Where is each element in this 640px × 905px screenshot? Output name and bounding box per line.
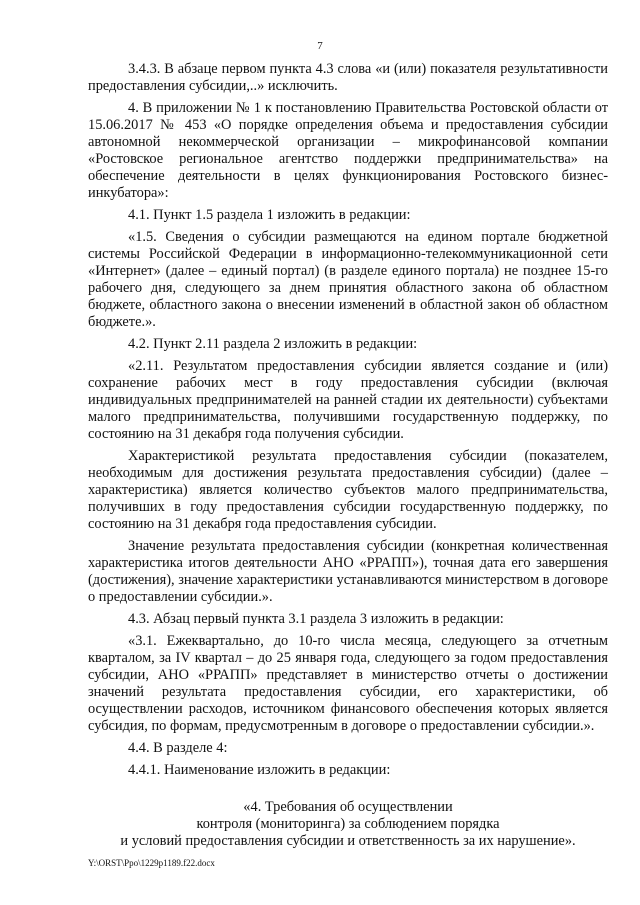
paragraph-4-4: 4.4. В разделе 4: — [128, 740, 228, 756]
paragraph-characteristic: Характеристикой результата предоставления субсидии (показателем, необходимым для достижения результата предоставления субсидии) (далее – характеристика) является количество субъектов малого предпринимательства, получивших в году предоставления субсидии государственную поддержку, по состоянию на 31 декабря года предоставления субсидии. — [88, 448, 608, 532]
heading-line: и условий предоставления субсидии и ответственность за их нарушение». — [120, 833, 576, 849]
section-heading — [88, 799, 608, 850]
paragraph-4-4-1: 4.4.1. Наименование изложить в редакции: — [128, 762, 391, 778]
footer-file-path: Y:\ORST\Ppo\1229p1189.f22.docx — [88, 858, 215, 868]
paragraph-3-4-3: 3.4.3. В абзаце первом пункта 4.3 слова «и (или) показателя результативности предоставления субсидии,..» исключить. — [88, 61, 608, 94]
paragraph-result-value: Значение результата предоставления субсидии (конкретная количественная характеристика итогов деятельности АНО «РРАПП»), точная дата его завершения (достижения), значение характеристики устанавливаются министерством в договоре о предоставлении субсидии.». — [88, 538, 608, 605]
heading-line: «4. Требования об осуществлении — [243, 799, 453, 815]
paragraph-1-5: «1.5. Сведения о субсидии размещаются на едином портале бюджетной системы Российской Федерации в информационно-телекоммуникационной сети «Интернет» (далее – единый портал) (в разделе единого портала) не позднее 15-го рабочего дня, следующего за днем принятия областного закона об областном бюджете, областного закона о внесении изменений в областной закон об областном бюджете.». — [88, 229, 608, 330]
paragraph-4: 4. В приложении № 1 к постановлению Правительства Ростовской области от 15.06.2017 № 453 «О порядке определения объема и предоставления субсидии автономной некоммерческой организации – микрофинансовой компании «Ростовское региональное агентство поддержки предпринимательства» на обеспечение деятельности в целях функционирования Ростовского бизнес-инкубатора»: — [88, 100, 608, 201]
paragraph-4-2: 4.2. Пункт 2.11 раздела 2 изложить в редакции: — [128, 336, 418, 352]
paragraph-3-1: «3.1. Ежеквартально, до 10-го числа месяца, следующего за отчетным кварталом, за IV квартал – до 25 января года, следующего за годом предоставления субсидии, АНО «РРАПП» представляет в министерство отчеты о достижении значений результата предоставления субсидии, его характеристики, об осуществлении расходов, источником финансового обеспечения которых является субсидия, по формам, предусмотренным в договоре о предоставлении субсидии.». — [88, 633, 608, 734]
paragraph-2-11: «2.11. Результатом предоставления субсидии является создание и (или) сохранение рабочих мест в году предоставления субсидии (включая индивидуальных предпринимателей на ранней стадии их деятельности) субъектами малого предпринимательства, получившими государственную поддержку, по состоянию на 31 декабря года получения субсидии. — [88, 358, 608, 442]
paragraph-4-3: 4.3. Абзац первый пункта 3.1 раздела 3 изложить в редакции: — [128, 611, 504, 627]
paragraph-4-1: 4.1. Пункт 1.5 раздела 1 изложить в редакции: — [128, 207, 411, 223]
page-number: 7 — [317, 40, 323, 52]
document-body — [88, 61, 608, 850]
heading-line: контроля (мониторинга) за соблюдением порядка — [196, 816, 500, 832]
